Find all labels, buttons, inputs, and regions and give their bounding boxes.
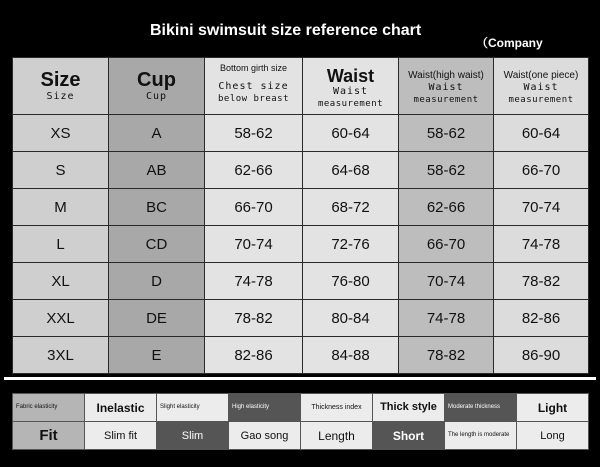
header-waist-sub2: measurement — [317, 99, 384, 109]
cell-cup: D — [109, 263, 205, 300]
cell-waist: 64-68 — [303, 152, 399, 189]
table-row — [13, 263, 589, 300]
table-row — [13, 226, 589, 263]
cell-high-waist: 70-74 — [399, 263, 494, 300]
cell-one-piece: 66-70 — [494, 152, 589, 189]
cell-chest: 66-70 — [205, 189, 303, 226]
cell-size: XS — [13, 115, 109, 152]
cell-one-piece: 78-82 — [494, 263, 589, 300]
cell-high-waist: 78-82 — [399, 337, 494, 374]
cell-chest: 82-86 — [205, 337, 303, 374]
size-table — [12, 57, 589, 374]
header-waist — [303, 58, 399, 115]
header-one-piece — [494, 58, 589, 115]
cell-cup: DE — [109, 300, 205, 337]
header-cup — [109, 58, 205, 115]
header-waist-sub1: Waist — [332, 86, 369, 97]
cell-size: XXL — [13, 300, 109, 337]
cell-one-piece: 60-64 — [494, 115, 589, 152]
legend-moderate-thickness: Moderate thickness — [445, 394, 517, 422]
cell-waist: 72-76 — [303, 226, 399, 263]
legend-length: Length — [301, 422, 373, 450]
table-row — [13, 300, 589, 337]
cell-high-waist: 74-78 — [399, 300, 494, 337]
header-cup-sub: Cup — [145, 91, 168, 102]
cell-size: 3XL — [13, 337, 109, 374]
legend-short: Short — [373, 422, 445, 450]
header-high-waist-sub2: measurement — [413, 94, 479, 105]
header-row — [13, 58, 589, 115]
legend-light: Light — [517, 394, 589, 422]
cell-chest: 58-62 — [205, 115, 303, 152]
cell-waist: 60-64 — [303, 115, 399, 152]
cell-cup: CD — [109, 226, 205, 263]
header-bottom-girth-sub1: Chest size — [218, 81, 289, 92]
header-bottom-girth-top: Bottom girth size — [219, 63, 288, 73]
header-waist-main: Waist — [326, 66, 375, 86]
table-row — [13, 337, 589, 374]
cell-cup: BC — [109, 189, 205, 226]
legend-slim: Slim — [157, 422, 229, 450]
header-high-waist — [399, 58, 494, 115]
header-size — [13, 58, 109, 115]
section-divider — [4, 377, 596, 380]
legend-table — [12, 393, 589, 450]
cell-cup: E — [109, 337, 205, 374]
cell-one-piece: 74-78 — [494, 226, 589, 263]
legend-fit: Fit — [13, 422, 85, 450]
table-row — [13, 189, 589, 226]
cell-high-waist: 58-62 — [399, 115, 494, 152]
legend-long: Long — [517, 422, 589, 450]
cell-one-piece: 82-86 — [494, 300, 589, 337]
cell-cup: A — [109, 115, 205, 152]
legend-gao-song: Gao song — [229, 422, 301, 450]
cell-one-piece: 86-90 — [494, 337, 589, 374]
cell-chest: 78-82 — [205, 300, 303, 337]
cell-one-piece: 70-74 — [494, 189, 589, 226]
cell-chest: 62-66 — [205, 152, 303, 189]
header-one-piece-sub1: Waist — [523, 81, 559, 93]
cell-size: L — [13, 226, 109, 263]
legend-slim-fit: Slim fit — [85, 422, 157, 450]
cell-waist: 84-88 — [303, 337, 399, 374]
chart-title: Bikini swimsuit size reference chart — [150, 22, 422, 39]
table-row — [13, 152, 589, 189]
cell-high-waist: 66-70 — [399, 226, 494, 263]
header-bottom-girth-sub2: below breast — [217, 94, 290, 104]
legend-row-elasticity — [13, 394, 589, 422]
cell-waist: 68-72 — [303, 189, 399, 226]
cell-chest: 70-74 — [205, 226, 303, 263]
header-one-piece-top: Waist(one piece) — [503, 69, 579, 81]
header-size-main: Size — [40, 69, 81, 91]
cell-high-waist: 62-66 — [399, 189, 494, 226]
legend-thick-style: Thick style — [373, 394, 445, 422]
cell-size: M — [13, 189, 109, 226]
legend-row-fit — [13, 422, 589, 450]
legend-thickness-index: Thickness index — [301, 394, 373, 422]
header-high-waist-sub1: Waist — [428, 81, 464, 93]
legend-length-moderate: The length is moderate — [445, 422, 517, 450]
legend-high-elasticity: High elasticity — [229, 394, 301, 422]
cell-high-waist: 58-62 — [399, 152, 494, 189]
header-size-sub: Size — [46, 91, 75, 102]
cell-size: S — [13, 152, 109, 189]
header-cup-main: Cup — [137, 69, 176, 91]
legend-fabric-elasticity: Fabric elasticity — [13, 394, 85, 422]
header-high-waist-top: Waist(high waist) — [408, 69, 484, 81]
legend-slight-elasticity: Slight elasticity — [157, 394, 229, 422]
legend-inelastic: Inelastic — [85, 394, 157, 422]
cell-waist: 76-80 — [303, 263, 399, 300]
cell-size: XL — [13, 263, 109, 300]
cell-cup: AB — [109, 152, 205, 189]
cell-waist: 80-84 — [303, 300, 399, 337]
cell-chest: 74-78 — [205, 263, 303, 300]
header-one-piece-sub2: measurement — [508, 94, 574, 105]
table-row — [13, 115, 589, 152]
company-label: （Company — [476, 36, 543, 50]
header-bottom-girth — [205, 58, 303, 115]
